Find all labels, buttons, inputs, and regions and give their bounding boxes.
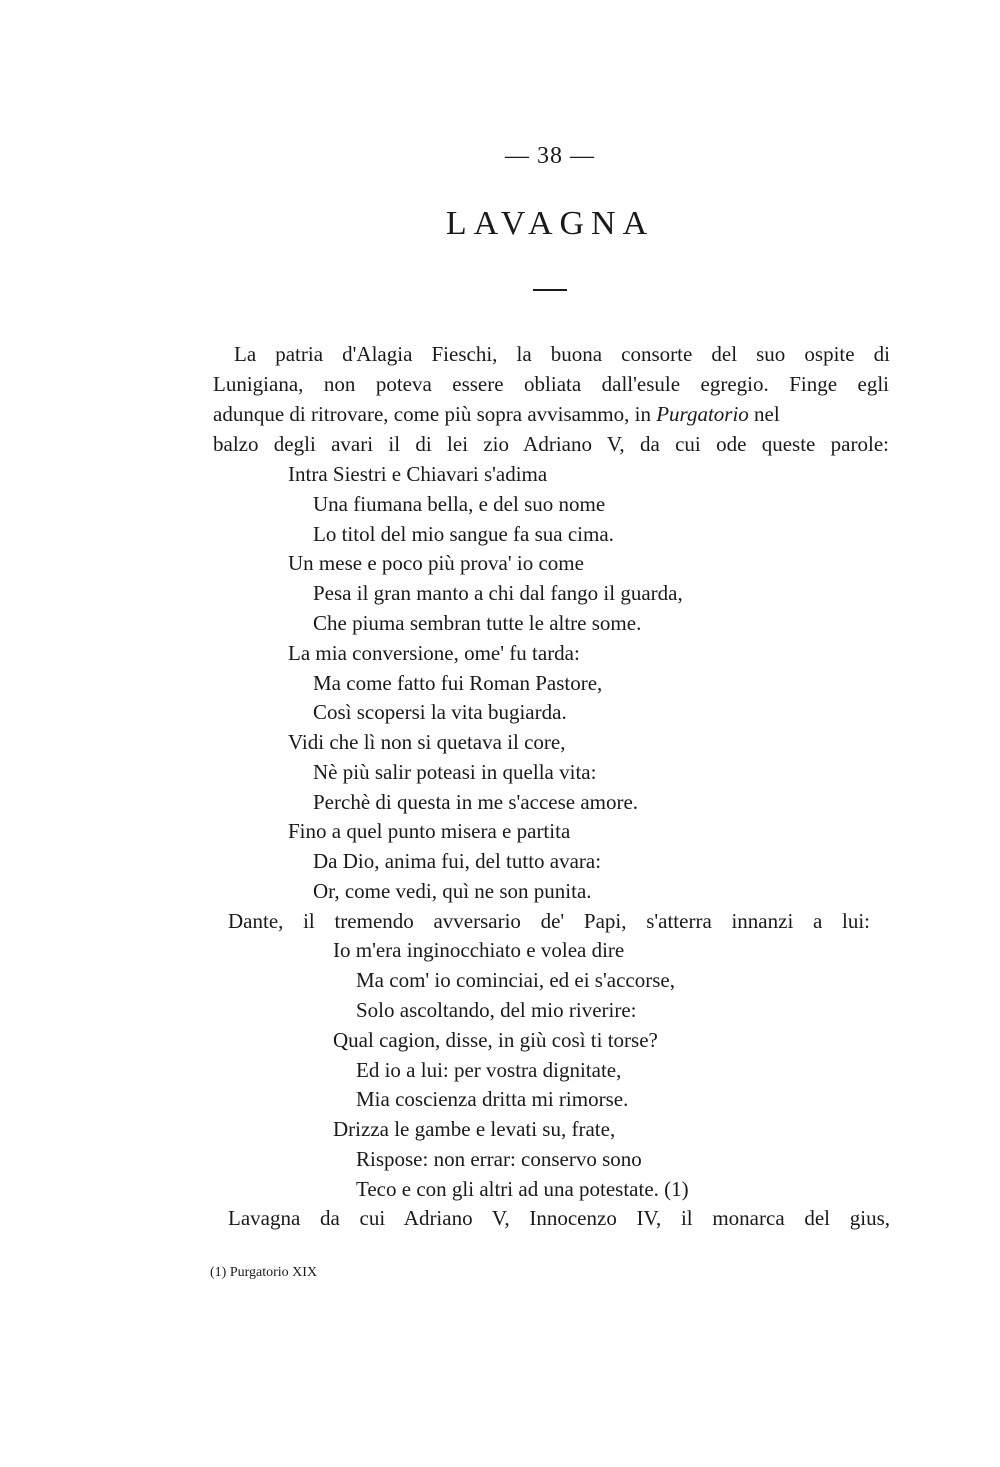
verse-line: Nè più salir poteasi in quella vita:	[313, 760, 597, 784]
bridge-line: Dante, il tremendo avversario de' Papi, s'atterra innanzi a lui:	[228, 909, 870, 933]
verse-line: Intra Siestri e Chiavari s'adima	[288, 462, 548, 486]
paragraph-line: balzo degli avari il di lei zio Adriano V, da cui ode queste parole:	[213, 432, 889, 456]
verse-line: Che piuma sembran tutte le altre some.	[313, 611, 642, 635]
verse-line: Perchè di questa in me s'accese amore.	[313, 790, 639, 814]
paragraph-line: Lunigiana, non poteva essere obliata dall'esule egregio. Finge egli	[213, 372, 889, 396]
verse-line: Pesa il gran manto a chi dal fango il guarda,	[313, 581, 683, 605]
verse-line: Ma com' io cominciai, ed ei s'accorse,	[356, 968, 675, 992]
paragraph-line	[213, 399, 889, 429]
verse-line: Fino a quel punto misera e partita	[288, 819, 571, 843]
verse-line: Ed io a lui: per vostra dignitate,	[356, 1058, 622, 1082]
paragraph-line: La patria d'Alagia Fieschi, la buona consorte del suo ospite di	[234, 342, 890, 366]
verse-line: Lo titol del mio sangue fa sua cima.	[313, 522, 614, 546]
verse-line: Vidi che lì non si quetava il core,	[288, 730, 566, 754]
verse-line: Rispose: non errar: conservo sono	[356, 1147, 642, 1171]
verse-line: Solo ascoltando, del mio riverire:	[356, 998, 637, 1022]
chapter-title: LAVAGNA	[445, 205, 655, 242]
paragraph-line-text: adunque di ritrovare, come più sopra avvisammo, in	[213, 402, 651, 426]
verse-line: Or, come vedi, quì ne son punita.	[313, 879, 592, 903]
verse-line: Io m'era inginocchiato e volea dire	[333, 938, 625, 962]
verse-line: Una fiumana bella, e del suo nome	[313, 492, 606, 516]
verse-line: Da Dio, anima fui, del tutto avara:	[313, 849, 602, 873]
verse-line: Teco e con gli altri ad una potestate. (1)	[356, 1177, 689, 1201]
verse-line: Mia coscienza dritta mi rimorse.	[356, 1087, 629, 1111]
footnote: (1) Purgatorio XIX	[210, 1265, 318, 1280]
paragraph-line-text: nel	[754, 402, 780, 426]
verse-line: Un mese e poco più prova' io come	[288, 551, 584, 575]
verse-line: Drizza le gambe e levati su, frate,	[333, 1117, 616, 1141]
purgatorio-italic: Purgatorio	[656, 402, 749, 426]
verse-line: La mia conversione, ome' fu tarda:	[288, 641, 580, 665]
verse-line: Ma come fatto fui Roman Pastore,	[313, 671, 603, 695]
page-number: — 38 —	[505, 143, 595, 169]
closing-line: Lavagna da cui Adriano V, Innocenzo IV, il monarca del gius,	[228, 1206, 890, 1230]
verse-line: Così scopersi la vita bugiarda.	[313, 700, 567, 724]
title-rule	[533, 289, 567, 291]
verse-line: Qual cagion, disse, in giù così ti torse?	[333, 1028, 658, 1052]
